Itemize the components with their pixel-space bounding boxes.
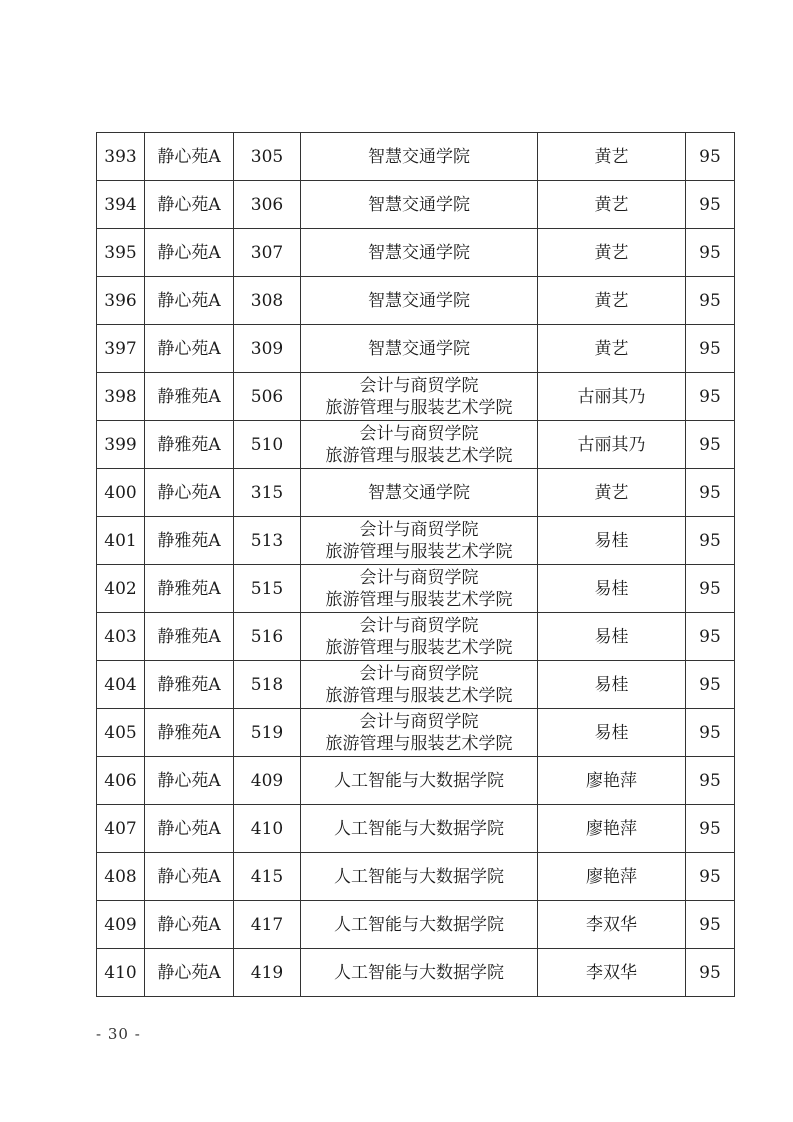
- building-cell: 静心苑A: [145, 469, 234, 517]
- room-number-cell: 510: [234, 421, 301, 469]
- person-in-charge-cell: 廖艳萍: [538, 757, 686, 805]
- college-name: 智慧交通学院: [368, 290, 470, 311]
- table-row: [97, 517, 735, 565]
- college-cell: [301, 469, 538, 517]
- college-name: 会计与商贸学院: [359, 519, 479, 540]
- college-name: 人工智能与大数据学院: [334, 914, 504, 935]
- college-name: 人工智能与大数据学院: [334, 770, 504, 791]
- table-row: [97, 949, 735, 997]
- table-row: [97, 325, 735, 373]
- row-number-cell: 400: [97, 469, 145, 517]
- room-number-cell: 305: [234, 133, 301, 181]
- person-in-charge-cell: 古丽其乃: [538, 421, 686, 469]
- row-number-cell: 402: [97, 565, 145, 613]
- building-cell: 静心苑A: [145, 277, 234, 325]
- college-cell: [301, 613, 538, 661]
- score-cell: 95: [686, 949, 735, 997]
- building-cell: 静心苑A: [145, 949, 234, 997]
- college-cell: [301, 565, 538, 613]
- row-number-cell: 394: [97, 181, 145, 229]
- room-number-cell: 315: [234, 469, 301, 517]
- college-cell: [301, 757, 538, 805]
- building-cell: 静心苑A: [145, 229, 234, 277]
- college-name: 智慧交通学院: [368, 194, 470, 215]
- college-cell: [301, 373, 538, 421]
- college-name: 旅游管理与服装艺术学院: [325, 397, 513, 418]
- person-in-charge-cell: 李双华: [538, 949, 686, 997]
- building-cell: 静心苑A: [145, 133, 234, 181]
- college-cell: [301, 901, 538, 949]
- row-number-cell: 407: [97, 805, 145, 853]
- building-cell: 静雅苑A: [145, 613, 234, 661]
- building-cell: 静心苑A: [145, 853, 234, 901]
- college-cell: [301, 949, 538, 997]
- college-cell: [301, 181, 538, 229]
- college-name: 智慧交通学院: [368, 146, 470, 167]
- table-row: [97, 805, 735, 853]
- college-cell: [301, 853, 538, 901]
- score-cell: 95: [686, 709, 735, 757]
- person-in-charge-cell: 黄艺: [538, 133, 686, 181]
- college-cell: [301, 709, 538, 757]
- row-number-cell: 409: [97, 901, 145, 949]
- college-cell: [301, 661, 538, 709]
- college-name: 会计与商贸学院: [359, 423, 479, 444]
- score-cell: 95: [686, 517, 735, 565]
- row-number-cell: 397: [97, 325, 145, 373]
- score-cell: 95: [686, 181, 735, 229]
- college-cell: [301, 325, 538, 373]
- college-name: 旅游管理与服装艺术学院: [325, 541, 513, 562]
- score-cell: 95: [686, 565, 735, 613]
- table-row: [97, 421, 735, 469]
- room-number-cell: 415: [234, 853, 301, 901]
- building-cell: 静雅苑A: [145, 709, 234, 757]
- college-name: 会计与商贸学院: [359, 375, 479, 396]
- score-cell: 95: [686, 853, 735, 901]
- table-body: [97, 133, 735, 997]
- score-cell: 95: [686, 757, 735, 805]
- college-cell: [301, 229, 538, 277]
- row-number-cell: 398: [97, 373, 145, 421]
- row-number-cell: 405: [97, 709, 145, 757]
- table-row: [97, 229, 735, 277]
- person-in-charge-cell: 古丽其乃: [538, 373, 686, 421]
- row-number-cell: 410: [97, 949, 145, 997]
- score-cell: 95: [686, 325, 735, 373]
- table-row: [97, 277, 735, 325]
- score-cell: 95: [686, 661, 735, 709]
- score-cell: 95: [686, 613, 735, 661]
- college-name: 人工智能与大数据学院: [334, 962, 504, 983]
- score-cell: 95: [686, 133, 735, 181]
- person-in-charge-cell: 李双华: [538, 901, 686, 949]
- college-name: 智慧交通学院: [368, 482, 470, 503]
- table-row: [97, 853, 735, 901]
- table-row: [97, 757, 735, 805]
- room-number-cell: 519: [234, 709, 301, 757]
- building-cell: 静雅苑A: [145, 421, 234, 469]
- college-cell: [301, 805, 538, 853]
- row-number-cell: 408: [97, 853, 145, 901]
- room-number-cell: 518: [234, 661, 301, 709]
- person-in-charge-cell: 黄艺: [538, 181, 686, 229]
- building-cell: 静雅苑A: [145, 373, 234, 421]
- building-cell: 静心苑A: [145, 757, 234, 805]
- table-row: [97, 613, 735, 661]
- dormitory-score-table: [96, 132, 735, 997]
- room-number-cell: 306: [234, 181, 301, 229]
- score-cell: 95: [686, 229, 735, 277]
- building-cell: 静心苑A: [145, 901, 234, 949]
- person-in-charge-cell: 易桂: [538, 709, 686, 757]
- room-number-cell: 410: [234, 805, 301, 853]
- score-cell: 95: [686, 421, 735, 469]
- table-row: [97, 661, 735, 709]
- college-cell: [301, 277, 538, 325]
- person-in-charge-cell: 黄艺: [538, 325, 686, 373]
- table-row: [97, 469, 735, 517]
- building-cell: 静心苑A: [145, 181, 234, 229]
- person-in-charge-cell: 易桂: [538, 517, 686, 565]
- college-cell: [301, 517, 538, 565]
- room-number-cell: 513: [234, 517, 301, 565]
- room-number-cell: 309: [234, 325, 301, 373]
- person-in-charge-cell: 廖艳萍: [538, 853, 686, 901]
- row-number-cell: 406: [97, 757, 145, 805]
- college-name: 会计与商贸学院: [359, 615, 479, 636]
- college-name: 旅游管理与服装艺术学院: [325, 445, 513, 466]
- room-number-cell: 409: [234, 757, 301, 805]
- college-cell: [301, 133, 538, 181]
- person-in-charge-cell: 黄艺: [538, 229, 686, 277]
- score-cell: 95: [686, 373, 735, 421]
- room-number-cell: 307: [234, 229, 301, 277]
- person-in-charge-cell: 廖艳萍: [538, 805, 686, 853]
- row-number-cell: 399: [97, 421, 145, 469]
- college-name: 智慧交通学院: [368, 338, 470, 359]
- room-number-cell: 419: [234, 949, 301, 997]
- person-in-charge-cell: 易桂: [538, 613, 686, 661]
- college-name: 会计与商贸学院: [359, 711, 479, 732]
- building-cell: 静雅苑A: [145, 517, 234, 565]
- table-row: [97, 181, 735, 229]
- person-in-charge-cell: 黄艺: [538, 277, 686, 325]
- table-row: [97, 709, 735, 757]
- room-number-cell: 417: [234, 901, 301, 949]
- row-number-cell: 396: [97, 277, 145, 325]
- person-in-charge-cell: 易桂: [538, 565, 686, 613]
- college-name: 旅游管理与服装艺术学院: [325, 637, 513, 658]
- building-cell: 静雅苑A: [145, 661, 234, 709]
- row-number-cell: 403: [97, 613, 145, 661]
- table-row: [97, 901, 735, 949]
- college-name: 人工智能与大数据学院: [334, 818, 504, 839]
- building-cell: 静心苑A: [145, 325, 234, 373]
- building-cell: 静心苑A: [145, 805, 234, 853]
- room-number-cell: 506: [234, 373, 301, 421]
- score-cell: 95: [686, 469, 735, 517]
- college-name: 会计与商贸学院: [359, 567, 479, 588]
- college-name: 旅游管理与服装艺术学院: [325, 685, 513, 706]
- score-cell: 95: [686, 805, 735, 853]
- score-cell: 95: [686, 901, 735, 949]
- table-row: [97, 133, 735, 181]
- row-number-cell: 404: [97, 661, 145, 709]
- row-number-cell: 393: [97, 133, 145, 181]
- row-number-cell: 395: [97, 229, 145, 277]
- person-in-charge-cell: 黄艺: [538, 469, 686, 517]
- college-cell: [301, 421, 538, 469]
- person-in-charge-cell: 易桂: [538, 661, 686, 709]
- room-number-cell: 308: [234, 277, 301, 325]
- college-name: 旅游管理与服装艺术学院: [325, 589, 513, 610]
- room-number-cell: 515: [234, 565, 301, 613]
- college-name: 人工智能与大数据学院: [334, 866, 504, 887]
- college-name: 智慧交通学院: [368, 242, 470, 263]
- table-row: [97, 565, 735, 613]
- building-cell: 静雅苑A: [145, 565, 234, 613]
- college-name: 会计与商贸学院: [359, 663, 479, 684]
- table-row: [97, 373, 735, 421]
- row-number-cell: 401: [97, 517, 145, 565]
- score-cell: 95: [686, 277, 735, 325]
- room-number-cell: 516: [234, 613, 301, 661]
- college-name: 旅游管理与服装艺术学院: [325, 733, 513, 754]
- page-number: - 30 -: [96, 1025, 141, 1043]
